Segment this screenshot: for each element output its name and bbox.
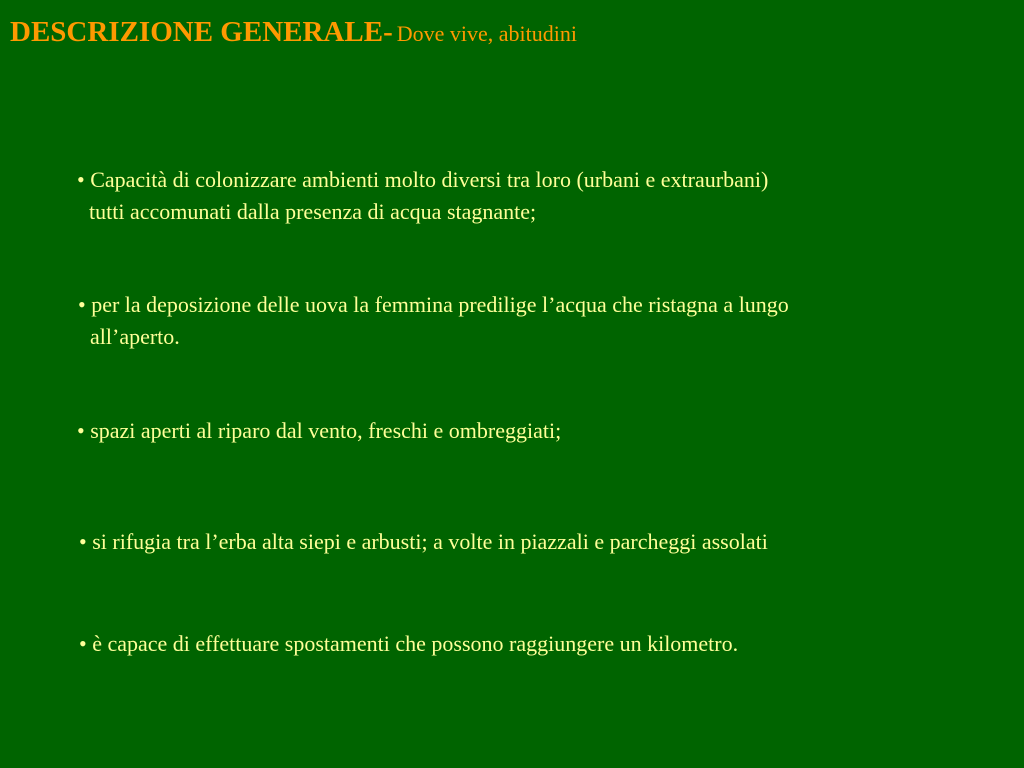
- title-main: DESCRIZIONE GENERALE-: [10, 16, 393, 48]
- bullet-line: • Capacità di colonizzare ambienti molto diversi tra loro (urbani e extraurbani): [77, 167, 769, 192]
- bullet-line: tutti accomunati dalla presenza di acqua stagnante;: [89, 199, 537, 224]
- bullet-item: [77, 164, 768, 228]
- bullet-item: [77, 415, 561, 447]
- bullet-line: • si rifugia tra l’erba alta siepi e arbusti; a volte in piazzali e parcheggi assolati: [79, 529, 768, 554]
- bullet-line: • è capace di effettuare spostamenti che possono raggiungere un kilometro.: [79, 631, 739, 656]
- bullet-line: all’aperto.: [90, 324, 180, 349]
- bullet-item: [79, 628, 738, 660]
- bullet-line: • spazi aperti al riparo dal vento, freschi e ombreggiati;: [77, 418, 562, 443]
- bullet-item: [79, 526, 768, 558]
- slide-title: [10, 18, 577, 47]
- bullet-item: [78, 289, 789, 353]
- bullet-line: • per la deposizione delle uova la femmina predilige l’acqua che ristagna a lungo: [78, 292, 789, 317]
- title-sub: Dove vive, abitudini: [396, 21, 577, 46]
